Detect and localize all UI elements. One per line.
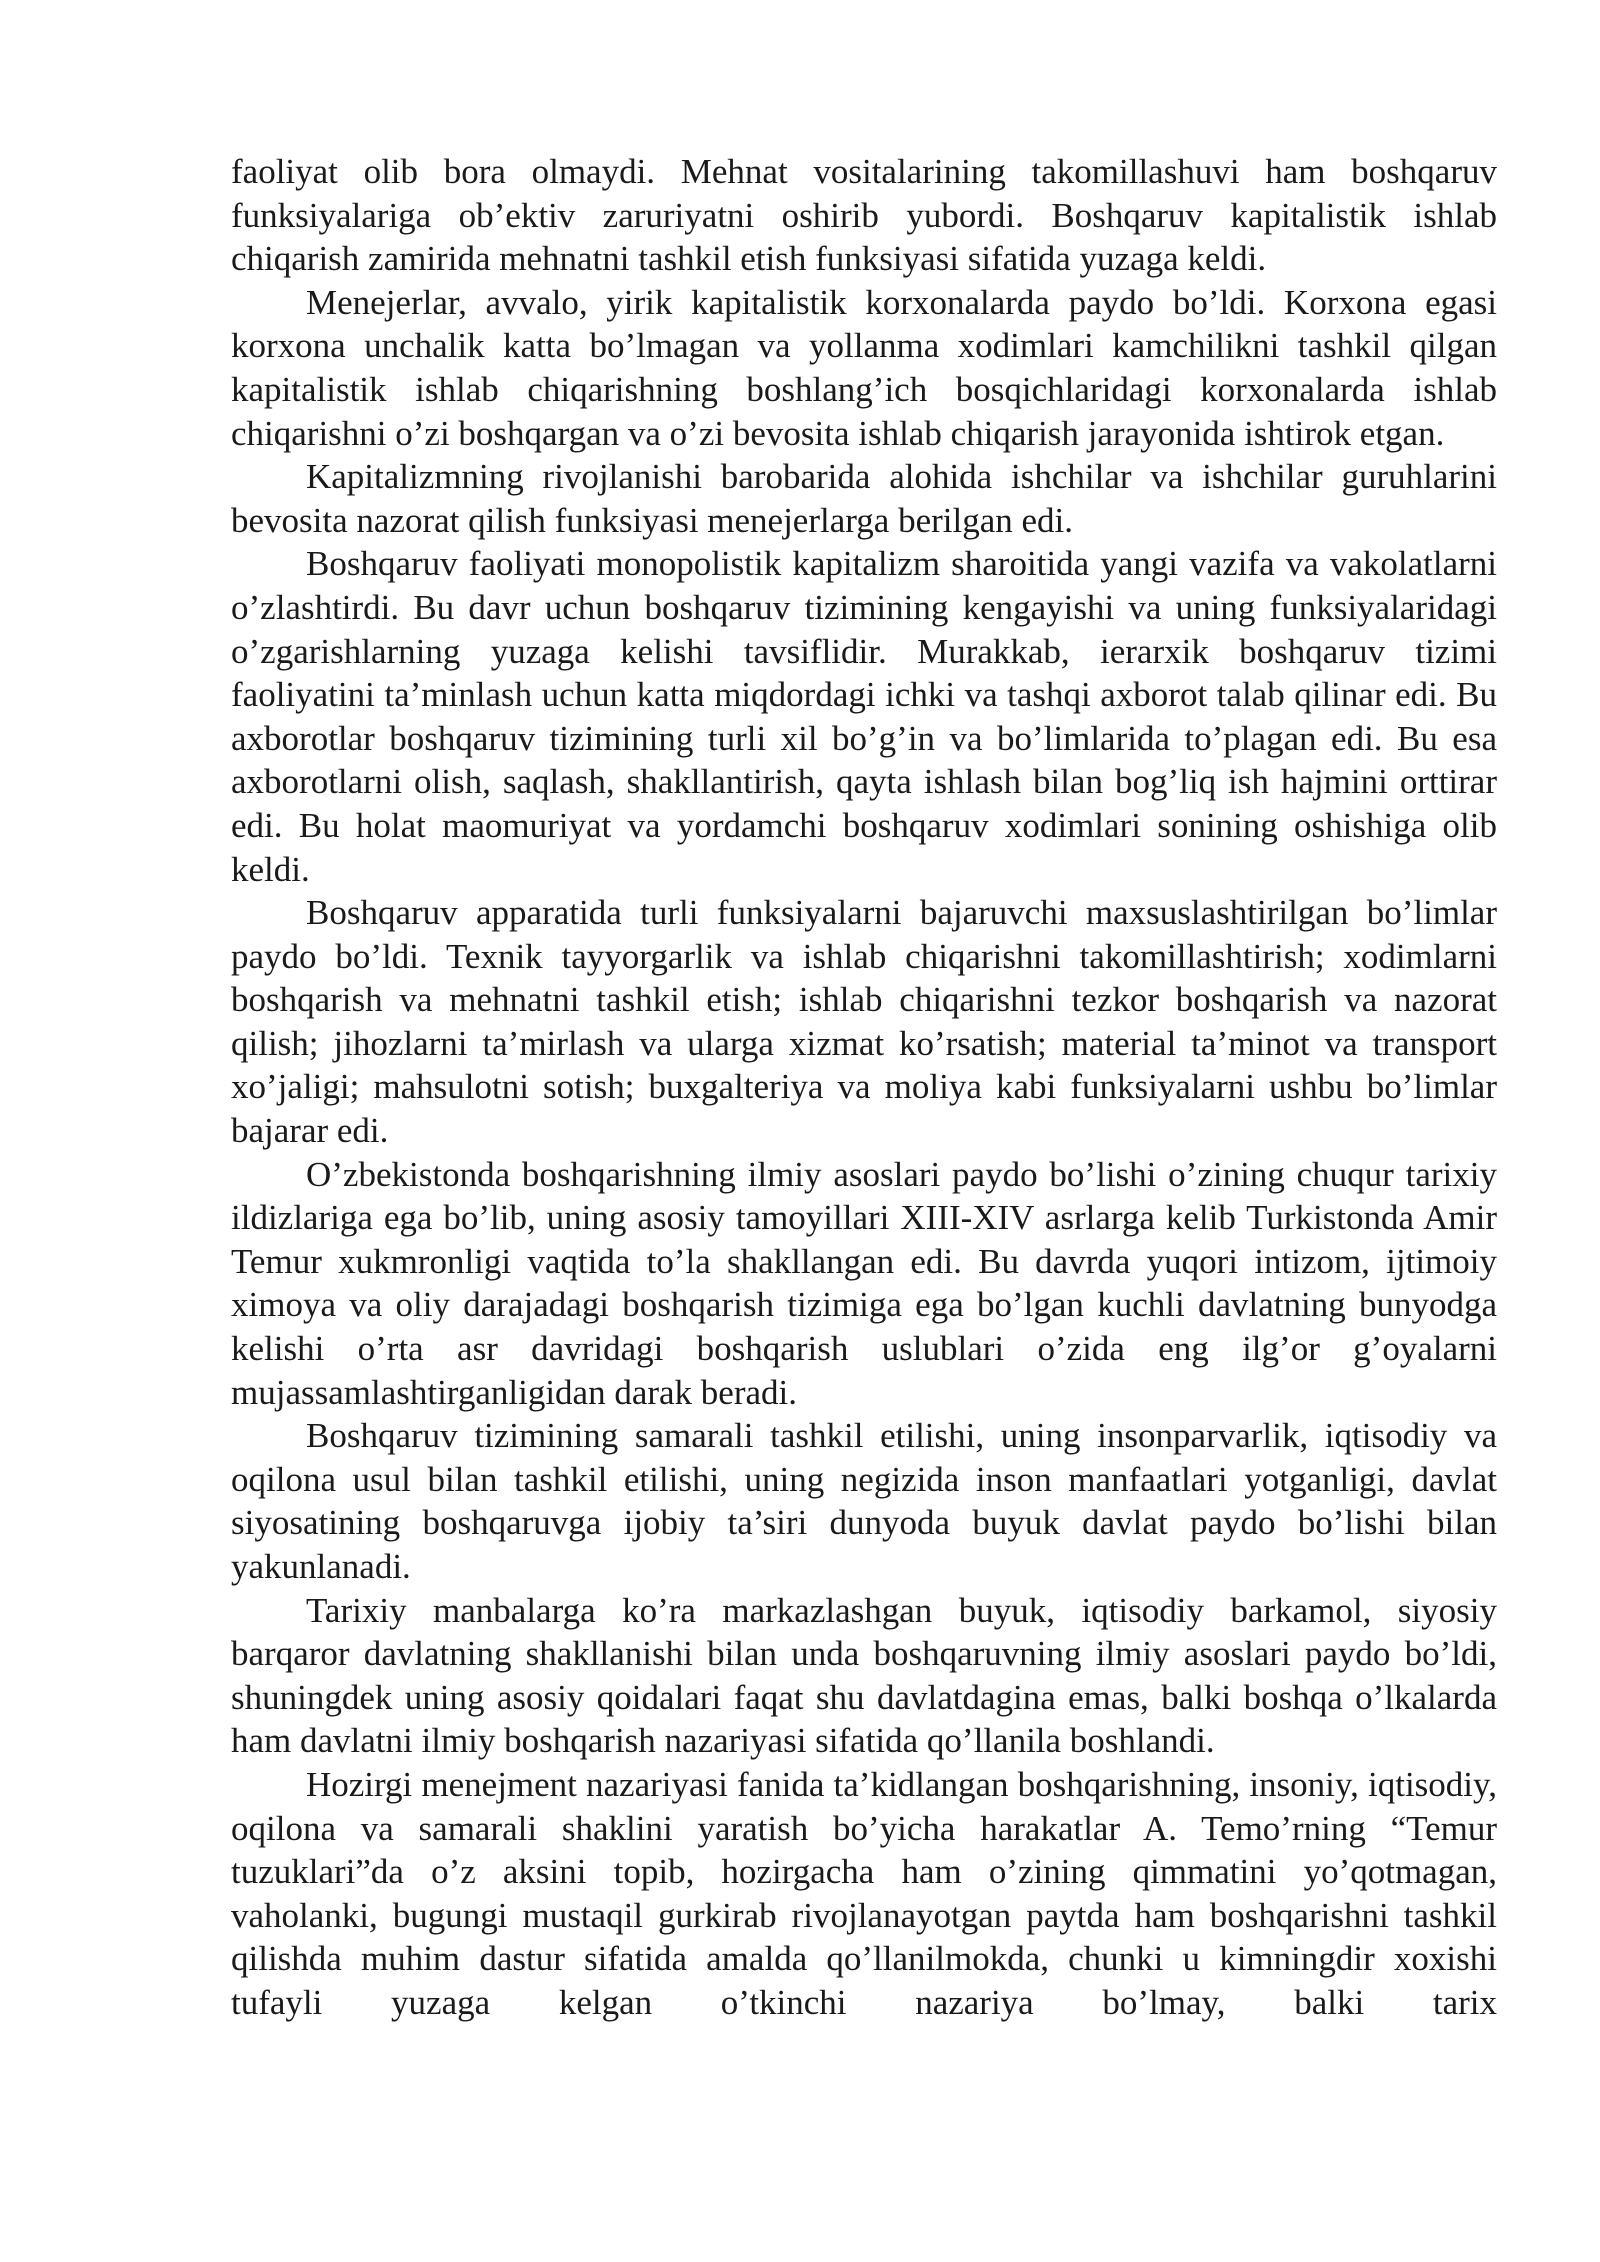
paragraph-6: O’zbekistonda boshqarishning ilmiy asoslari paydo bo’lishi o’zining chuqur tarixiy ildizlariga ega bo’lib, uning asosiy tamoyillari XIII-XIV asrlarga kelib Turkistonda Amir Temur xukmronligi vaqtida to’la shakllangan edi. Bu davrda yuqori intizom, ijtimoiy ximoya va oliy darajadagi boshqarish tizimiga ega bo’lgan kuchli davlatning bunyodga kelishi o’rta asr davridagi boshqarish uslublari o’zida eng ilg’or g’oyalarni mujassamlashtirganligidan darak beradi. bbox=[231, 1154, 1497, 1412]
paragraph-5: Boshqaruv apparatida turli funksiyalarni bajaruvchi maxsuslashtirilgan bo’limlar paydo bo’ldi. Texnik tayyorgarlik va ishlab chiqarishni takomillashtirish; xodimlarni boshqarish va mehnatni tashkil etish; ishlab chiqarishni tezkor boshqarish va nazorat qilish; jihozlarni ta’mirlash va ularga xizmat ko’rsatish; material ta’minot va transport xo’jaligi; mahsulotni sotish; buxgalteriya va moliya kabi funksiyalarni ushbu bo’limlar bajarar edi. bbox=[231, 893, 1497, 1151]
paragraph-1: faoliyat olib bora olmaydi. Mehnat vositalarining takomillashuvi ham boshqaruv funksiyalariga ob’ektiv zaruriyatni oshirib yubordi. Boshqaruv kapitalistik ishlab chiqarish zamirida mehnatni tashkil etish funksiyasi sifatida yuzaga keldi. bbox=[231, 152, 1497, 279]
paragraph-7: Boshqaruv tizimining samarali tashkil etilishi, uning insonparvarlik, iqtisodiy va oqilona usul bilan tashkil etilishi, uning negizida inson manfaatlari yotganligi, davlat siyosatining boshqaruvga ijobiy ta’siri dunyoda buyuk davlat paydo bo’lishi bilan yakunlanadi. bbox=[231, 1416, 1497, 1586]
paragraph-4: Boshqaruv faoliyati monopolistik kapitalizm sharoitida yangi vazifa va vakolatlarni o’zlashtirdi. Bu davr uchun boshqaruv tizimining kengayishi va uning funksiyalaridagi o’zgarishlarning yuzaga kelishi tavsiflidir. Murakkab, ierarxik boshqaruv tizimi faoliyatini ta’minlash uchun katta miqdordagi ichki va tashqi axborot talab qilinar edi. Bu axborotlar boshqaruv tizimining turli xil bo’g’in va bo’limlarida to’plagan edi. Bu esa axborotlarni olish, saqlash, shakllantirish, qayta ishlash bilan bog’liq ish hajmini orttirar edi. Bu holat maomuriyat va yordamchi boshqaruv xodimlari sonining oshishiga olib keldi. bbox=[231, 544, 1497, 889]
paragraph-3: Kapitalizmning rivojlanishi barobarida alohida ishchilar va ishchilar guruhlarini bevosita nazorat qilish funksiyasi menejerlarga berilgan edi. bbox=[231, 457, 1497, 540]
paragraph-8: Tarixiy manbalarga ko’ra markazlashgan buyuk, iqtisodiy barkamol, siyosiy barqaror davlatning shakllanishi bilan unda boshqaruvning ilmiy asoslari paydo bo’ldi, shuningdek uning asosiy qoidalari faqat shu davlatdagina emas, balki boshqa o’lkalarda ham davlatni ilmiy boshqarish nazariyasi sifatida qo’llanila boshlandi. bbox=[231, 1590, 1497, 1761]
paragraph-2: Menejerlar, avvalo, yirik kapitalistik korxonalarda paydo bo’ldi. Korxona egasi korxona unchalik katta bo’lmagan va yollanma xodimlari kamchilikni tashkil qilgan kapitalistik ishlab chiqarishning boshlang’ich bosqichlaridagi korxonalarda ishlab chiqarishni o’zi boshqargan va o’zi bevosita ishlab chiqarish jarayonida ishtirok etgan. bbox=[231, 282, 1497, 453]
paragraph-9: Hozirgi menejment nazariyasi fanida ta’kidlangan boshqarishning, insoniy, iqtisodiy, oqilona va samarali shaklini yaratish bo’yicha harakatlar A. Temo’rning “Temur tuzuklari”da o’z aksini topib, hozirgacha ham o’zining qimmatini yo’qotmagan, vaholanki, bugungi mustaqil gurkirab rivojlanayotgan paytda ham boshqarishni tashkil qilishda muhim dastur sifatida amalda qo’llanilmokda, chunki u kimningdir xoxishi tufayli yuzaga kelgan o’tkinchi nazariya bo’lmay, balki tarix bbox=[231, 1764, 1497, 2022]
document-page bbox=[231, 150, 1497, 2025]
